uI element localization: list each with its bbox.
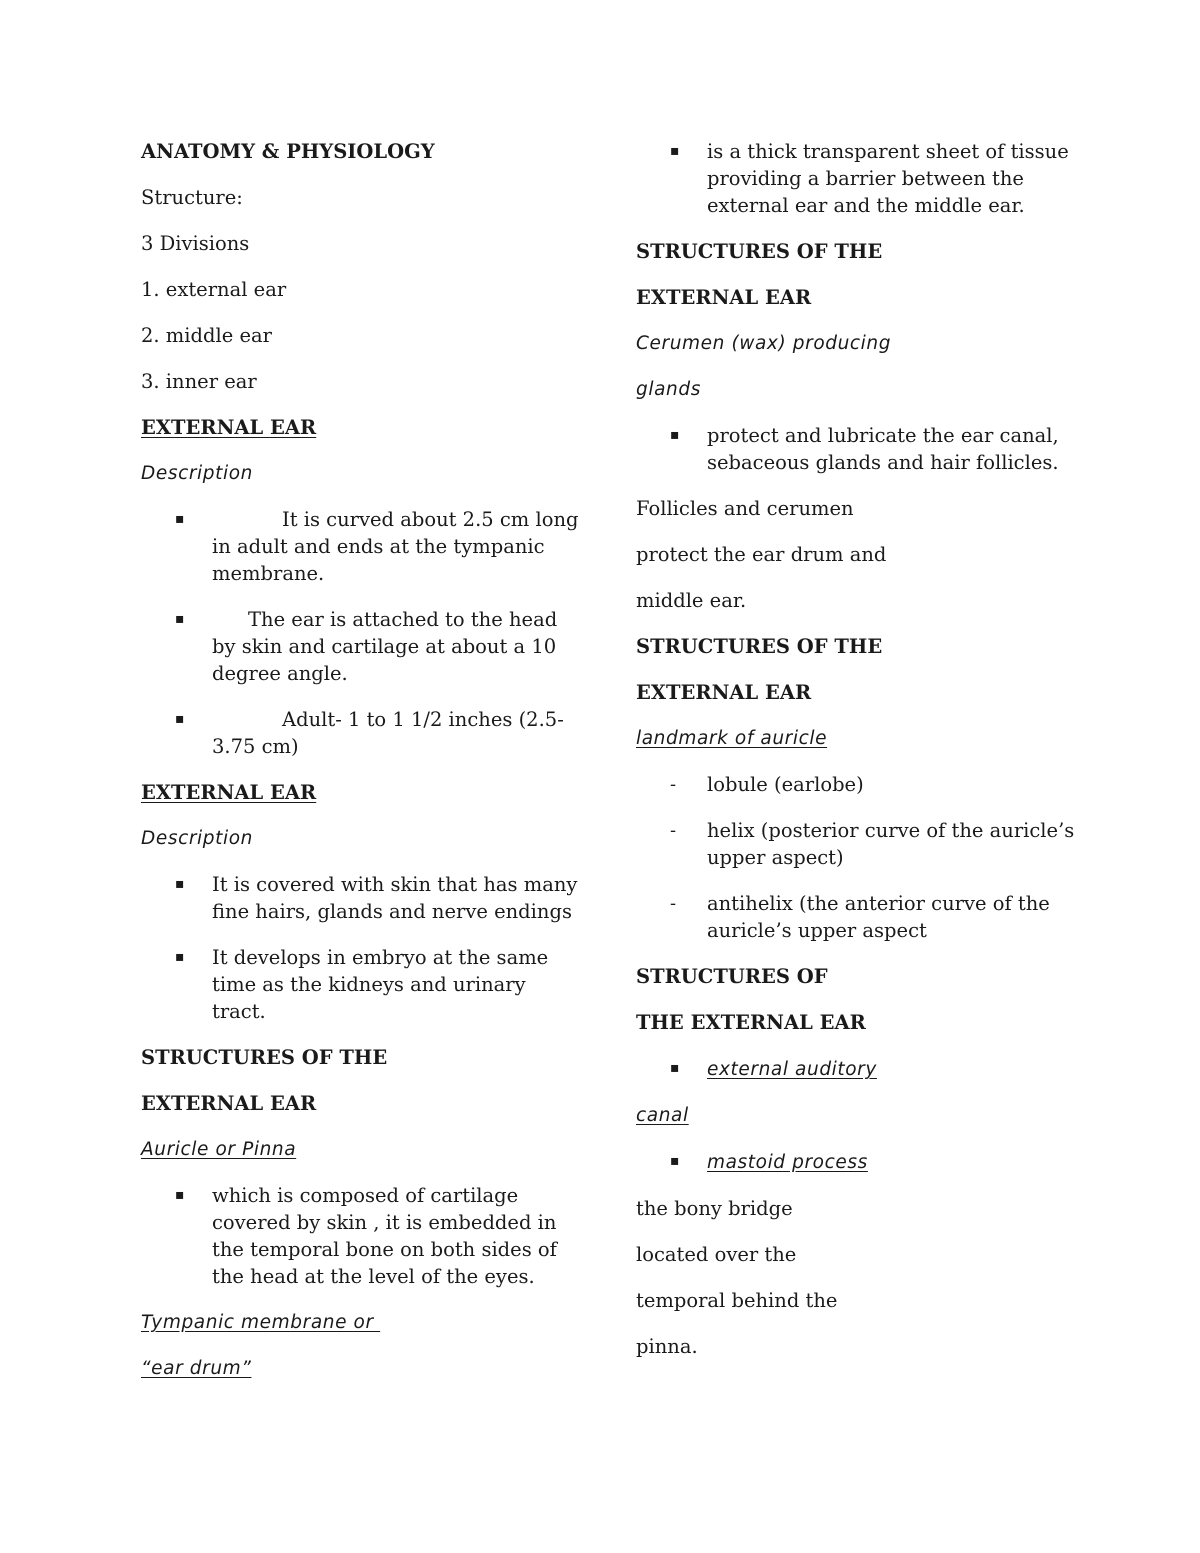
body-text: located over the bbox=[636, 1243, 797, 1266]
bullet-list bbox=[141, 1182, 581, 1290]
section-heading: STRUCTURES OF THE bbox=[636, 240, 883, 263]
section-subheading: Tympanic membrane or bbox=[141, 1312, 381, 1333]
bullet-list bbox=[141, 506, 581, 760]
list-item: - antihelix (the anterior curve of the auricle’s upper aspect bbox=[670, 892, 1050, 942]
section-subheading: canal bbox=[636, 1105, 689, 1126]
section-heading: EXTERNAL EAR bbox=[141, 416, 317, 439]
bullet-list bbox=[141, 871, 581, 1025]
right-column bbox=[636, 138, 1076, 1379]
dash-list bbox=[636, 771, 1076, 944]
section-subheading: Description bbox=[141, 828, 253, 849]
list-item: ▪ is a thick transparent sheet of tissue providing a barrier between the external ear and the middle ear. bbox=[670, 140, 1069, 217]
bullet-icon: ▪ bbox=[175, 511, 185, 527]
bullet-list bbox=[636, 422, 1076, 476]
dash-icon: - bbox=[670, 820, 677, 841]
list-item: ▪ which is composed of cartilage covered by skin , it is embedded in the temporal bone on both sides of the head at the level of the eyes. bbox=[175, 1184, 557, 1288]
bullet-icon: ▪ bbox=[175, 949, 185, 965]
list-item: ▪ It is covered with skin that has many fine hairs, glands and nerve endings bbox=[175, 873, 578, 923]
list-item: - helix (posterior curve of the auricle’s upper aspect) bbox=[670, 819, 1075, 869]
section-subheading: glands bbox=[636, 379, 701, 400]
bullet-icon: ▪ bbox=[175, 711, 185, 727]
section-subheading: landmark of auricle bbox=[636, 728, 828, 749]
section-heading: EXTERNAL EAR bbox=[636, 681, 812, 704]
section-heading: EXTERNAL EAR bbox=[141, 781, 317, 804]
body-text: protect the ear drum and bbox=[636, 543, 887, 566]
section-heading: STRUCTURES OF bbox=[636, 965, 828, 988]
bullet-icon: ▪ bbox=[175, 611, 185, 627]
document-title: ANATOMY & PHYSIOLOGY bbox=[141, 140, 435, 163]
division-item: 2. middle ear bbox=[141, 324, 272, 347]
section-heading: STRUCTURES OF THE bbox=[141, 1046, 388, 1069]
list-item: ▪ Adult- 1 to 1 1/2 inches (2.5-3.75 cm) bbox=[175, 708, 564, 758]
section-heading: STRUCTURES OF THE bbox=[636, 635, 883, 658]
list-item: ▪ It develops in embryo at the same time as the kidneys and urinary tract. bbox=[175, 946, 549, 1023]
left-column bbox=[141, 138, 581, 1401]
division-item: 3. inner ear bbox=[141, 370, 257, 393]
section-heading: EXTERNAL EAR bbox=[636, 286, 812, 309]
division-item: 1. external ear bbox=[141, 278, 287, 301]
section-heading: EXTERNAL EAR bbox=[141, 1092, 317, 1115]
section-subheading: Cerumen (wax) producing bbox=[636, 333, 892, 354]
list-item: ▪ protect and lubricate the ear canal, sebaceous glands and hair follicles. bbox=[670, 424, 1059, 474]
list-item: ▪ It is curved about 2.5 cm long in adult and ends at the tympanic membrane. bbox=[175, 508, 579, 585]
bullet-list bbox=[636, 1148, 1076, 1176]
bullet-icon: ▪ bbox=[670, 427, 680, 443]
section-subheading: Auricle or Pinna bbox=[141, 1139, 297, 1160]
section-subheading: Description bbox=[141, 463, 253, 484]
dash-icon: - bbox=[670, 893, 677, 914]
body-text: temporal behind the bbox=[636, 1289, 838, 1312]
body-text: the bony bridge bbox=[636, 1197, 793, 1220]
bullet-list bbox=[636, 138, 1076, 219]
body-text: middle ear. bbox=[636, 589, 747, 612]
divisions-label: 3 Divisions bbox=[141, 232, 250, 255]
list-item: - lobule (earlobe) bbox=[670, 773, 864, 796]
bullet-list bbox=[636, 1055, 1076, 1083]
section-subheading: “ear drum” bbox=[141, 1358, 252, 1379]
section-heading: THE EXTERNAL EAR bbox=[636, 1011, 866, 1034]
bullet-icon: ▪ bbox=[670, 1153, 680, 1169]
bullet-icon: ▪ bbox=[175, 1187, 185, 1203]
bullet-icon: ▪ bbox=[175, 876, 185, 892]
bullet-icon: ▪ bbox=[670, 1060, 680, 1076]
dash-icon: - bbox=[670, 774, 677, 795]
list-item: ▪ mastoid process bbox=[636, 1148, 1076, 1176]
list-item: ▪ The ear is attached to the head by skin and cartilage at about a 10 degree angle. bbox=[175, 608, 558, 685]
list-item: ▪ external auditory bbox=[636, 1055, 1076, 1083]
body-text: Follicles and cerumen bbox=[636, 497, 854, 520]
structure-label: Structure: bbox=[141, 186, 243, 209]
bullet-icon: ▪ bbox=[670, 143, 680, 159]
body-text: pinna. bbox=[636, 1335, 698, 1358]
